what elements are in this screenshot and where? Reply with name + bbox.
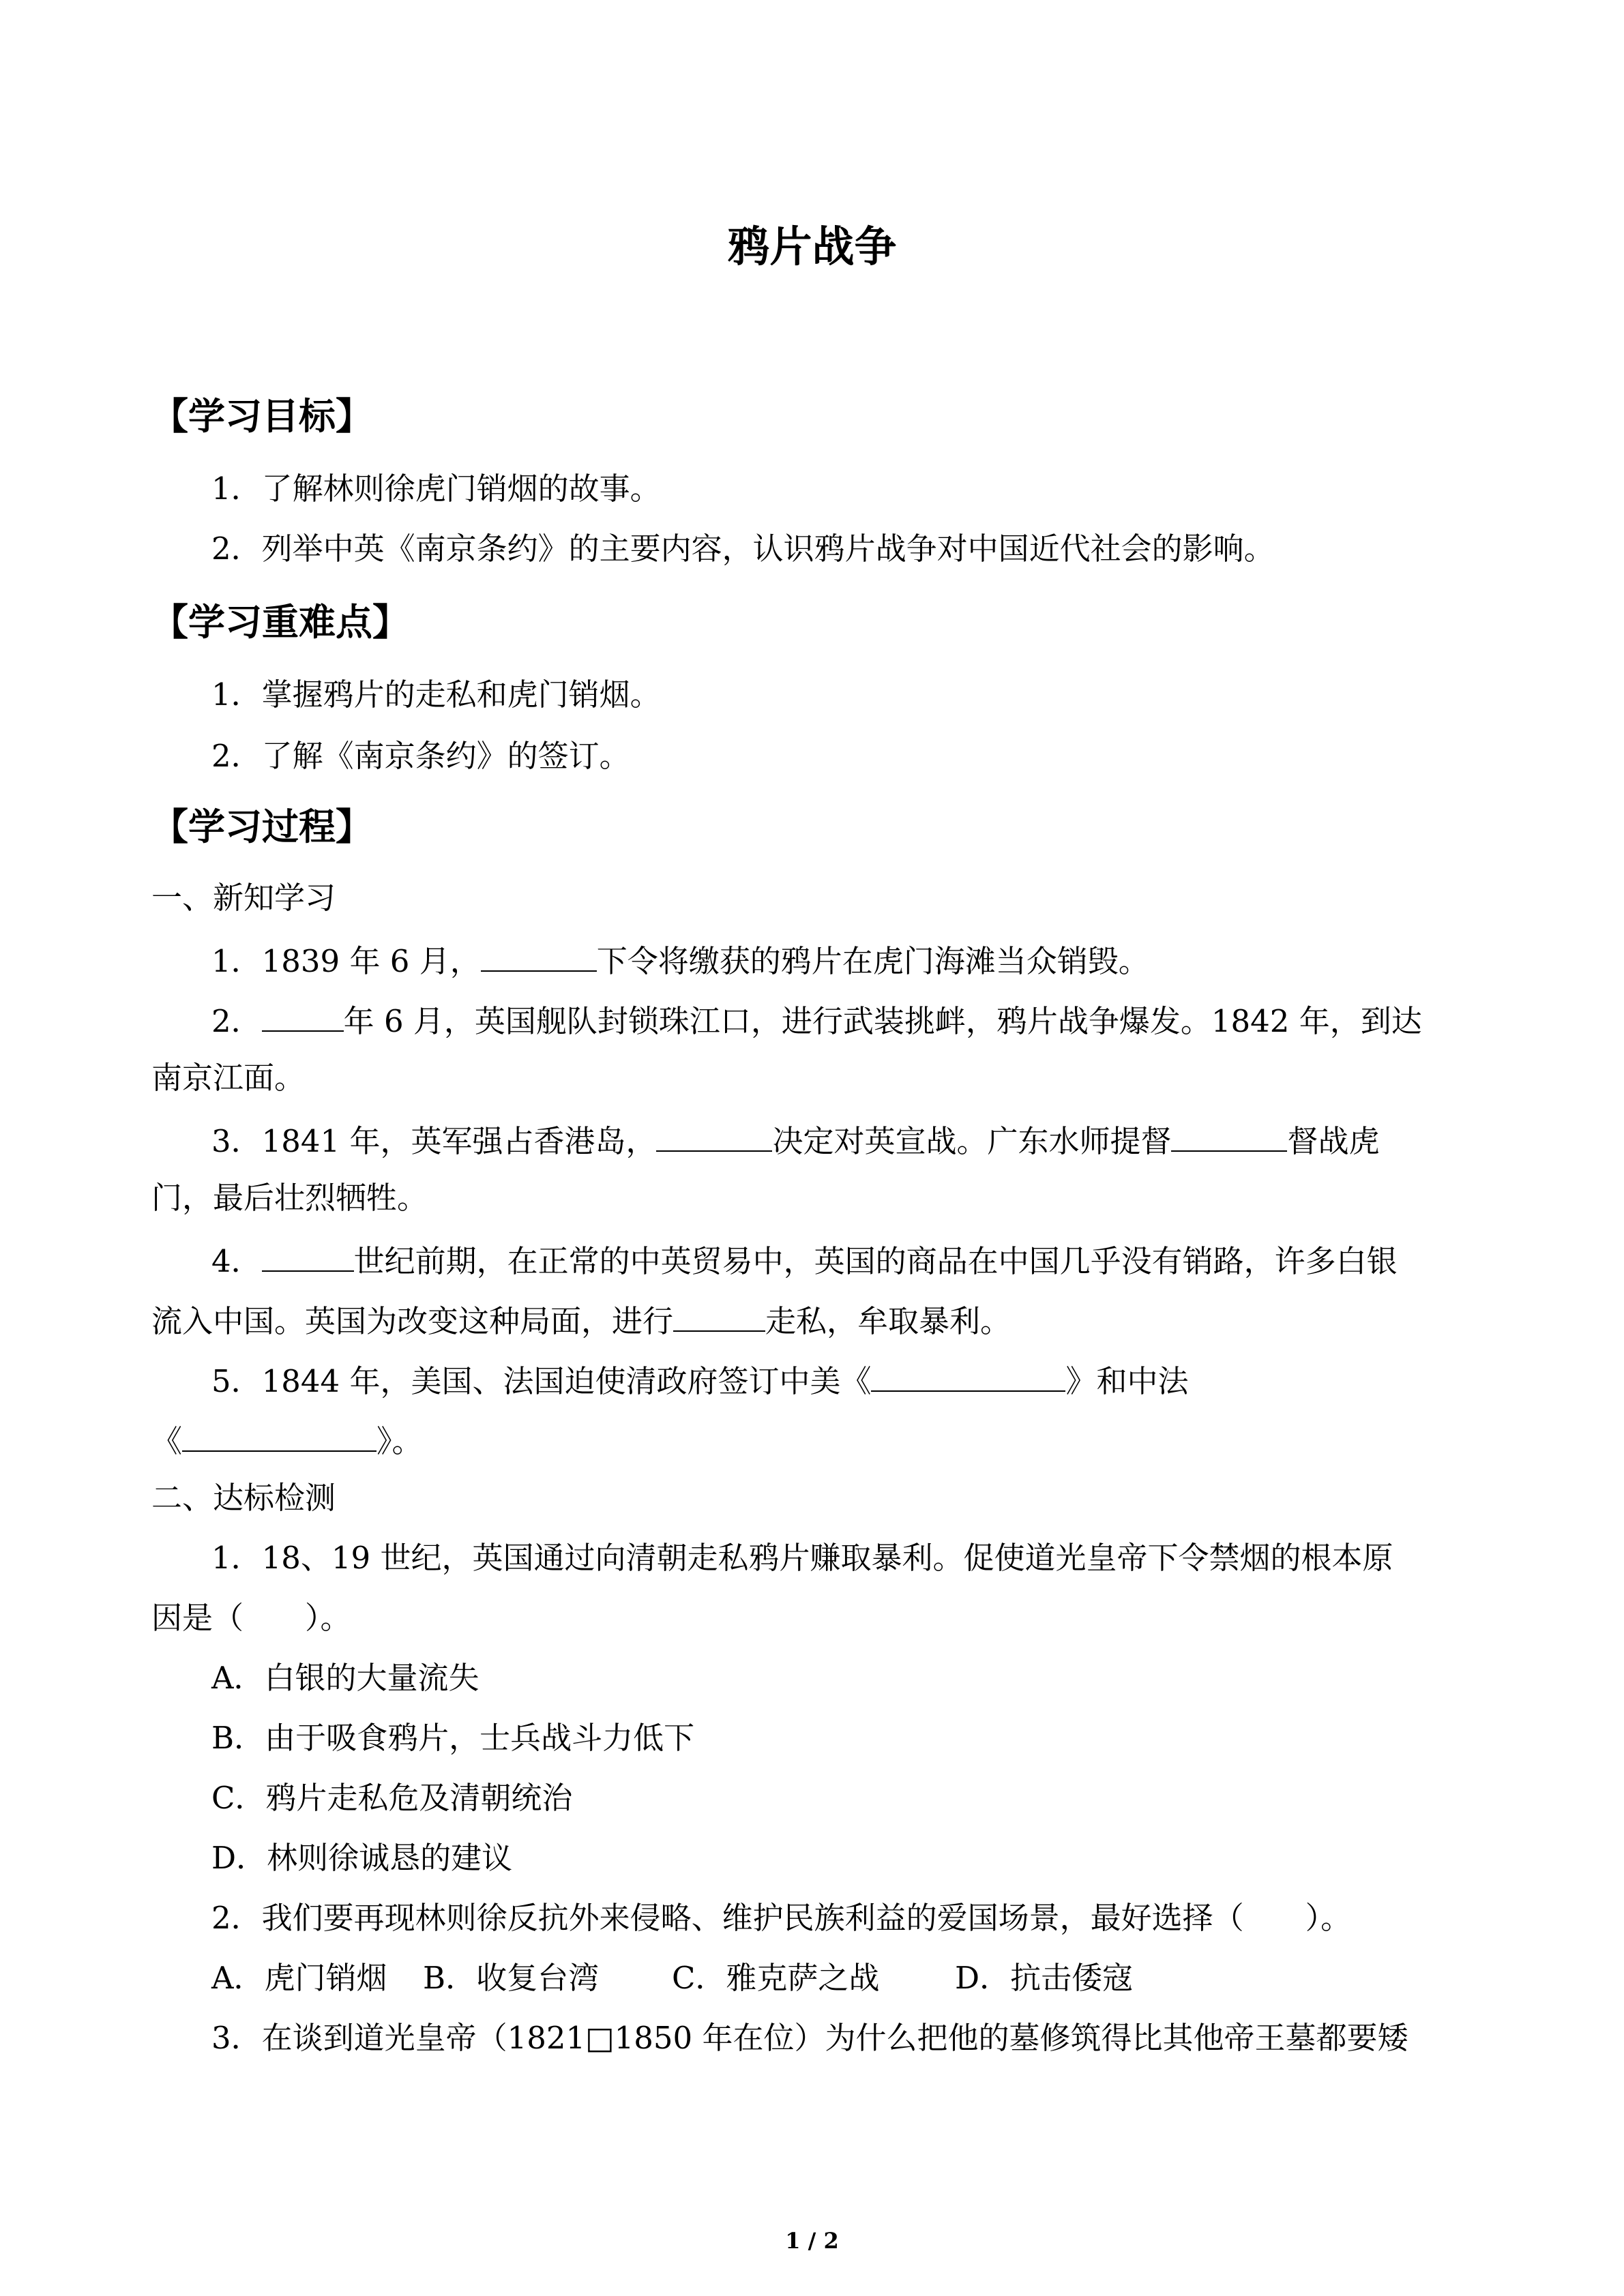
part1-label: 一、新知学习: [151, 880, 336, 916]
answer-blank[interactable]: [871, 1360, 1065, 1392]
answer-blank[interactable]: [656, 1120, 772, 1152]
part2-question-2-stem: 2．我们要再现林则徐反抗外来侵略、维护民族利益的爱国场景，最好选择（ ）。: [211, 1900, 1352, 1936]
answer-blank[interactable]: [262, 1000, 344, 1032]
option-c: C．鸦片走私危及清朝统治: [211, 1780, 573, 1816]
heading-goals: 【学习目标】: [151, 395, 372, 438]
heading-key-points: 【学习重难点】: [151, 601, 409, 644]
part1-question-5: 5．1844 年，美国、法国迫使清政府签订中美《 》和中法: [211, 1360, 1188, 1400]
answer-blank[interactable]: [262, 1240, 354, 1272]
option-b: B．由于吸食鸦片，士兵战斗力低下: [211, 1720, 695, 1756]
part1-question-4: 4． 世纪前期，在正常的中英贸易中，英国的商品在中国几乎没有销路，许多白银: [211, 1240, 1398, 1280]
part2-question-1-stem-cont: 因是（ ）。: [151, 1600, 351, 1636]
key-point-item-2: 2．了解《南京条约》的签订。: [211, 738, 630, 774]
option-d: D．抗击倭寇: [955, 1960, 1134, 1996]
answer-blank[interactable]: [182, 1420, 377, 1452]
part1-question-3: 3．1841 年，英军强占香港岛， 决定对英宣战。广东水师提督 督战虎: [211, 1120, 1380, 1160]
option-c: C．雅克萨之战: [672, 1960, 880, 1996]
part1-question-1: 1．1839 年 6 月， 下令将缴获的鸦片在虎门海滩当众销毁。: [211, 940, 1149, 980]
answer-blank[interactable]: [1171, 1120, 1287, 1152]
part2-question-2-options: [211, 1960, 1133, 1997]
part2-label: 二、达标检测: [151, 1480, 336, 1516]
part1-question-3-cont: 门，最后壮烈牺牲。: [151, 1180, 428, 1216]
answer-blank[interactable]: [673, 1300, 765, 1332]
part1-question-2: 2． 年 6 月，英国舰队封锁珠江口，进行武装挑衅，鸦片战争爆发。1842 年，到达: [211, 1000, 1422, 1040]
option-d: D．林则徐诚恳的建议: [211, 1840, 513, 1876]
part1-question-5-cont: 《 》。: [151, 1420, 423, 1460]
answer-blank[interactable]: [481, 940, 597, 972]
part1-question-4-cont: 流入中国。英国为改变这种局面，进行 走私，牟取暴利。: [151, 1300, 1011, 1340]
part2-question-3-stem: 3．在谈到道光皇帝（1821□1850 年在位）为什么把他的墓修筑得比其他帝王墓都要矮: [211, 2020, 1408, 2056]
option-a: A．虎门销烟: [211, 1960, 387, 1996]
key-point-item-1: 1．掌握鸦片的走私和虎门销烟。: [211, 676, 661, 713]
page-title: 鸦片战争: [727, 222, 897, 271]
option-a: A．白银的大量流失: [211, 1660, 479, 1696]
goal-item-1: 1．了解林则徐虎门销烟的故事。: [211, 471, 661, 507]
page-number: 1 / 2: [785, 2228, 839, 2254]
part2-question-1-stem: 1．18、19 世纪，英国通过向清朝走私鸦片赚取暴利。促使道光皇帝下令禁烟的根本原: [211, 1540, 1393, 1576]
goal-item-2: 2．列举中英《南京条约》的主要内容，认识鸦片战争对中国近代社会的影响。: [211, 531, 1275, 567]
option-b: B．收复台湾: [423, 1960, 600, 1996]
heading-process: 【学习过程】: [151, 805, 372, 848]
part1-question-2-cont: 南京江面。: [151, 1060, 306, 1096]
